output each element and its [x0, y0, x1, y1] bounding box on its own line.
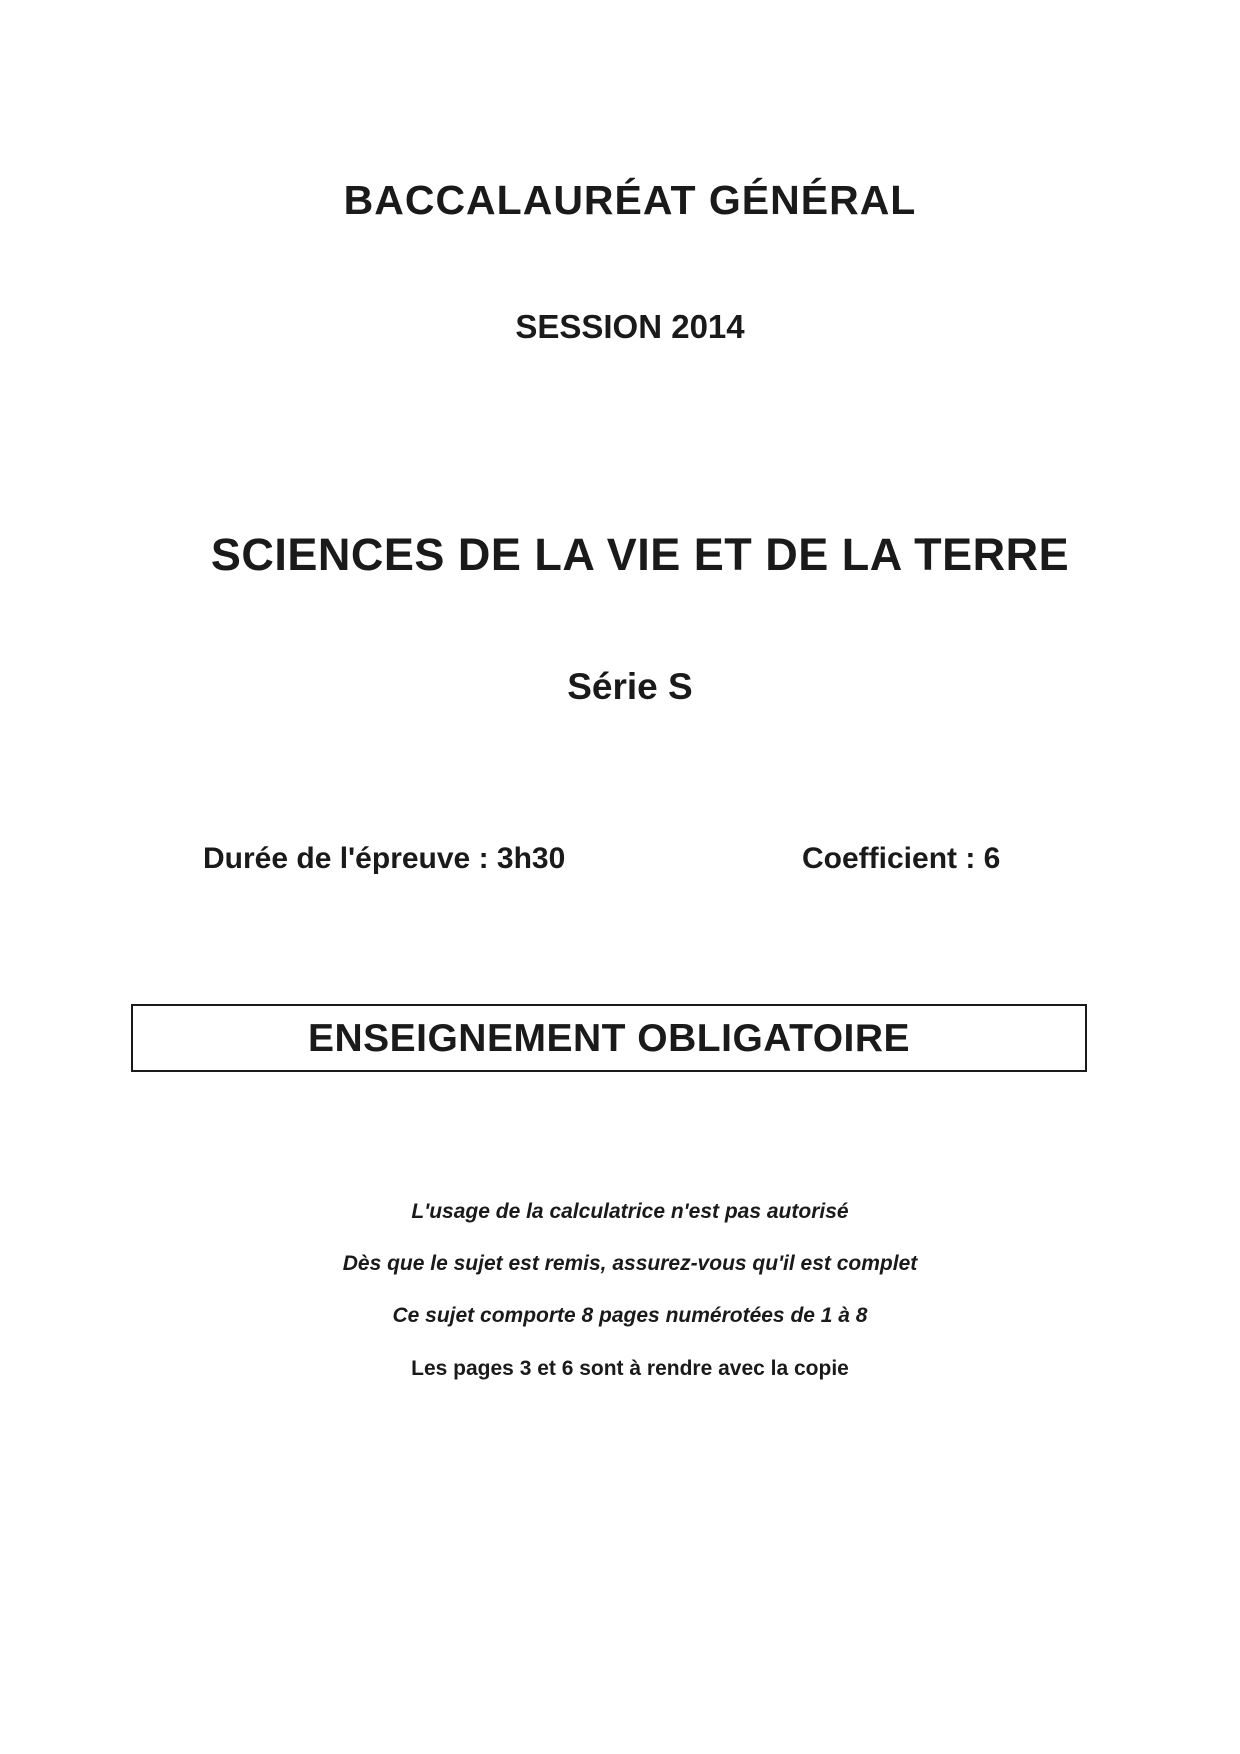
series-label: Série S — [567, 666, 693, 707]
exam-duration: Durée de l'épreuve : 3h30 — [203, 842, 566, 875]
note-check-complete: Dès que le sujet est remis, assurez-vous qu'il est complet — [342, 1252, 918, 1275]
subject-title: SCIENCES DE LA VIE ET DE LA TERRE — [210, 529, 1070, 580]
note-pages-to-return: Les pages 3 et 6 sont à rendre avec la copie — [411, 1357, 849, 1380]
note-page-count: Ce sujet comporte 8 pages numérotées de 1 à 8 — [392, 1304, 868, 1327]
exam-coefficient: Coefficient : 6 — [802, 842, 1001, 875]
option-box — [131, 1004, 1087, 1072]
exam-title: BACCALAURÉAT GÉNÉRAL — [343, 177, 917, 223]
option-label: ENSEIGNEMENT OBLIGATOIRE — [307, 1016, 911, 1060]
session-year: SESSION 2014 — [515, 308, 745, 345]
note-calculator: L'usage de la calculatrice n'est pas autorisé — [411, 1200, 849, 1223]
